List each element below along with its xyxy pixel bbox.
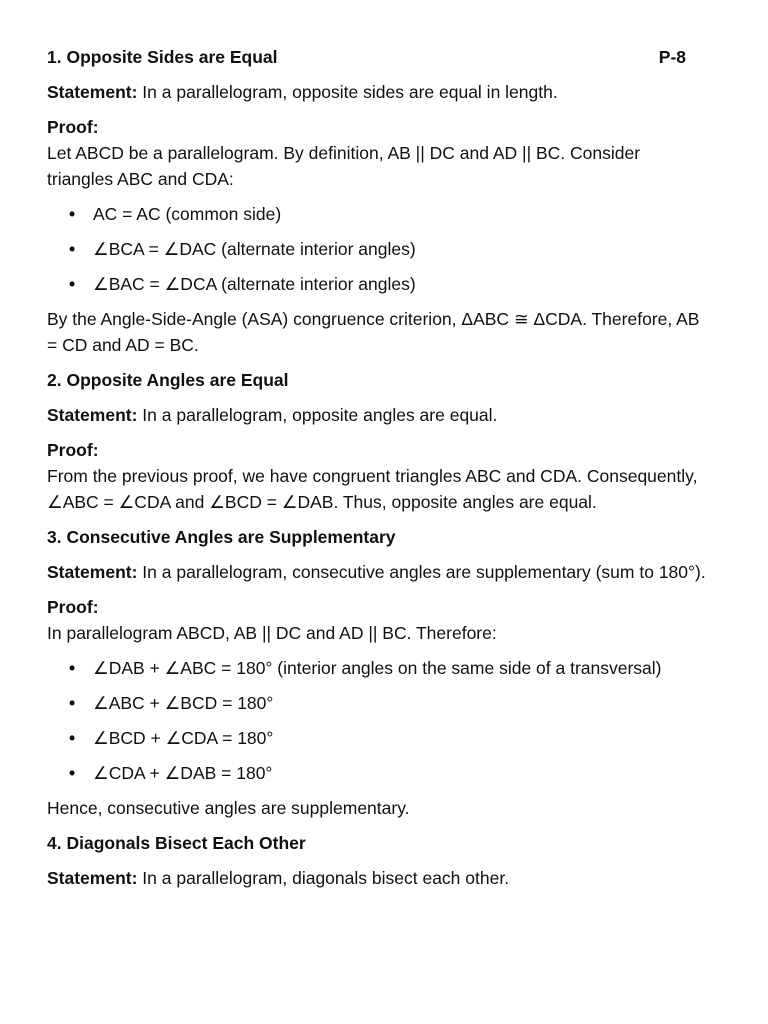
statement-text: In a parallelogram, opposite angles are equal. bbox=[137, 405, 498, 425]
statement bbox=[47, 79, 707, 105]
conclusion-text: Hence, consecutive angles are supplementary. bbox=[47, 798, 410, 818]
statement bbox=[47, 402, 707, 428]
section-1-header bbox=[47, 44, 707, 70]
section-heading: 2. Opposite Angles are Equal bbox=[47, 370, 289, 390]
proof-label: Proof: bbox=[47, 597, 99, 617]
bullet-icon: • bbox=[69, 763, 76, 783]
statement-label: Statement: bbox=[47, 82, 138, 102]
list-item-text: AC = AC (common side) bbox=[93, 204, 282, 224]
list-item bbox=[47, 655, 707, 681]
list-item-text: ∠ABC + ∠BCD = 180° bbox=[93, 693, 274, 713]
list-item-text: ∠BCA = ∠DAC (alternate interior angles) bbox=[93, 239, 416, 259]
bullet-icon: • bbox=[69, 728, 76, 748]
bullet-icon: • bbox=[69, 658, 76, 678]
bullet-icon: • bbox=[69, 204, 76, 224]
list-item-text: ∠CDA + ∠DAB = 180° bbox=[93, 763, 273, 783]
list-item bbox=[47, 725, 707, 751]
section-heading: 3. Consecutive Angles are Supplementary bbox=[47, 527, 396, 547]
statement bbox=[47, 559, 707, 585]
list-item bbox=[47, 760, 707, 786]
proof-text: Let ABCD be a parallelogram. By definition, AB || DC and AD || BC. Consider triangles ABC and CDA: bbox=[47, 143, 641, 189]
statement-label: Statement: bbox=[47, 405, 138, 425]
list-item bbox=[47, 201, 707, 227]
statement-text: In a parallelogram, consecutive angles are supplementary (sum to 180°). bbox=[137, 562, 706, 582]
page-number: P-8 bbox=[658, 47, 686, 67]
statement-text: In a parallelogram, opposite sides are equal in length. bbox=[137, 82, 558, 102]
list-item-text: ∠BCD + ∠CDA = 180° bbox=[93, 728, 274, 748]
proof-text: In parallelogram ABCD, AB || DC and AD || BC. Therefore: bbox=[47, 623, 497, 643]
list-item-text: ∠BAC = ∠DCA (alternate interior angles) bbox=[93, 274, 416, 294]
statement-label: Statement: bbox=[47, 868, 138, 888]
section-heading: 4. Diagonals Bisect Each Other bbox=[47, 833, 306, 853]
proof-label: Proof: bbox=[47, 440, 99, 460]
proof-bullet-list bbox=[47, 655, 707, 786]
statement-text: In a parallelogram, diagonals bisect each other. bbox=[137, 868, 510, 888]
proof-text: From the previous proof, we have congruent triangles ABC and CDA. Consequently, ∠ABC = ∠CDA and ∠BCD = ∠DAB. Thus, opposite angles are equal. bbox=[47, 466, 698, 512]
list-item bbox=[47, 271, 707, 297]
proof-label: Proof: bbox=[47, 117, 99, 137]
bullet-icon: • bbox=[69, 239, 76, 259]
bullet-icon: • bbox=[69, 274, 76, 294]
list-item bbox=[47, 690, 707, 716]
statement bbox=[47, 865, 707, 891]
document-page bbox=[47, 44, 707, 891]
section-heading: 1. Opposite Sides are Equal bbox=[47, 47, 278, 67]
list-item-text: ∠DAB + ∠ABC = 180° (interior angles on the same side of a transversal) bbox=[93, 658, 662, 678]
list-item bbox=[47, 236, 707, 262]
bullet-icon: • bbox=[69, 693, 76, 713]
conclusion-text: By the Angle-Side-Angle (ASA) congruence criterion, ΔABC ≅ ΔCDA. Therefore, AB = CD and AD = BC. bbox=[47, 309, 700, 355]
proof-bullet-list bbox=[47, 201, 707, 297]
statement-label: Statement: bbox=[47, 562, 138, 582]
